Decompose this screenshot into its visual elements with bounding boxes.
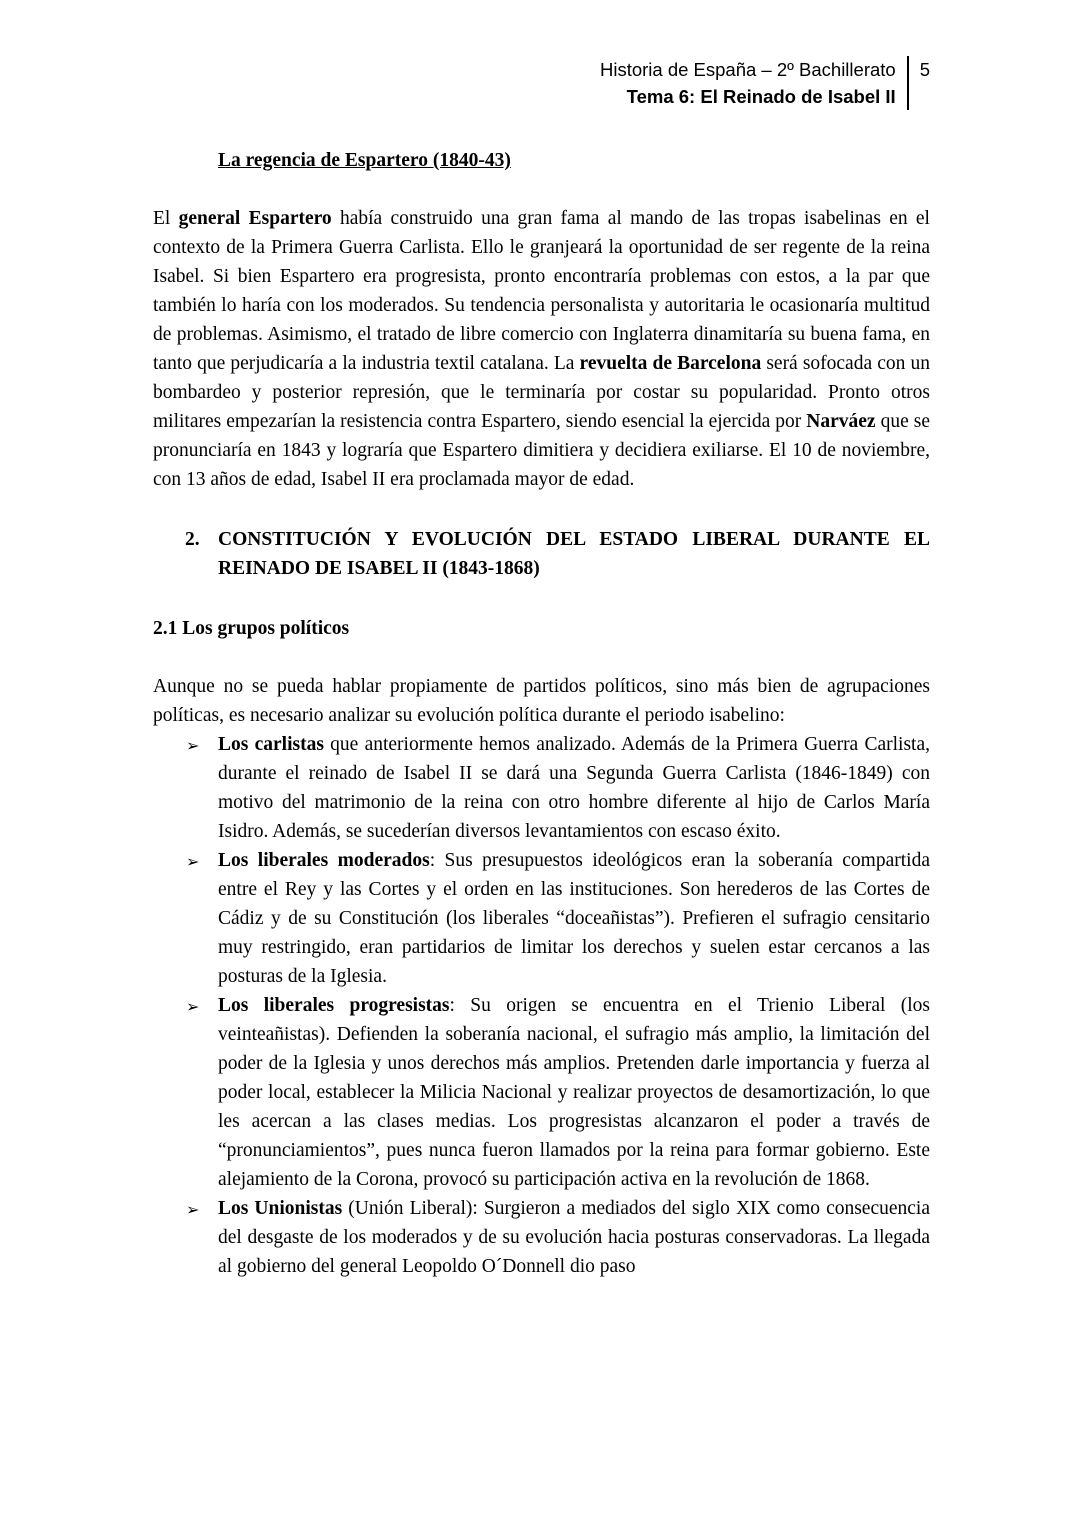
header-course: Historia de España – 2º Bachillerato xyxy=(599,59,896,80)
arrow-bullet-icon: ➢ xyxy=(186,997,200,1016)
list-item-moderados xyxy=(153,846,930,991)
section-title xyxy=(218,146,930,175)
bullet-text: Los liberales progresistas: Su origen se encuentra en el Trienio Liberal (los veinteañistas). Defienden la soberanía nacional, el sufragio más amplio, la limitación del poder de la Iglesia y unos derechos más amplios. Pretenden darle importancia y fuerza al poder local, establecer la Milicia Nacional y realizar proyectos de desamortización, lo que les acercan a las clases medias. Los progresistas alcanzaron el poder a través de “pronunciamientos”, pues nunca fueron llamados por la reina para formar gobierno. Este alejamiento de la Corona, provocó su participación activa en la revolución de 1868. xyxy=(218,995,931,1190)
political-groups-list xyxy=(153,730,930,1281)
paragraph-espartero: El general Espartero había construido una gran fama al mando de las tropas isabelinas en el contexto de la Primera Guerra Carlista. Ello le granjeará la oportunidad de ser regente de la reina Isabel. Si bien Espartero era progresista, pronto encontraría problemas con estos, a la par que también lo haría con los moderados. Su tendencia personalista y autoritaria le ocasionaría multitud de problemas. Asimismo, el tratado de libre comercio con Inglaterra dinamitaría su buena fama, en tanto que perjudicaría a la industria textil catalana. La revuelta de Barcelona será sofocada con un bombardeo y posterior represión, que le terminaría por costar su popularidad. Pronto otros militares empezarían la resistencia contra Espartero, siendo esencial la ejercida por Narváez que se pronunciaría en 1843 y lograría que Espartero dimitiera y decidiera exiliarse. El 10 de noviembre, con 13 años de edad, Isabel II era proclamada mayor de edad. xyxy=(153,208,930,490)
paragraph-groups-intro: Aunque no se pueda hablar propiamente de partidos políticos, sino más bien de agrupaciones políticas, es necesario analizar su evolución política durante el periodo isabelino: xyxy=(153,676,930,726)
arrow-bullet-icon: ➢ xyxy=(186,1200,200,1219)
header-divider xyxy=(907,56,909,110)
heading-number: 2. xyxy=(185,529,200,550)
list-item-carlistas xyxy=(153,730,930,846)
bullet-text: Los carlistas que anteriormente hemos analizado. Además de la Primera Guerra Carlista, durante el reinado de Isabel II se dará una Segunda Guerra Carlista (1846-1849) con motivo del matrimonio de la reina con otro hombre diferente al hijo de Carlos María Isidro. Además, se sucederían diversos levantamientos con escaso éxito. xyxy=(218,734,930,842)
bullet-text: Los liberales moderados: Sus presupuestos ideológicos eran la soberanía compartida entre el Rey y las Cortes y el orden en las instituciones. Son herederos de las Cortes de Cádiz y de su Constitución (los liberales “doceañistas”). Prefieren el sufragio censitario muy restringido, eran partidarios de limitar los derechos y suelen estar cercanos a las posturas de la Iglesia. xyxy=(218,850,930,987)
header-topic: Tema 6: El Reinado de Isabel II xyxy=(626,86,896,107)
section-heading-2 xyxy=(185,525,930,583)
heading-text: CONSTITUCIÓN Y EVOLUCIÓN DEL ESTADO LIBERAL DURANTE EL REINADO DE ISABEL II (1843-1868) xyxy=(218,529,930,579)
subsection-heading-2-1: 2.1 Los grupos políticos xyxy=(153,618,350,639)
arrow-bullet-icon: ➢ xyxy=(186,852,200,871)
list-item-unionistas xyxy=(153,1194,930,1281)
section-title-text: La regencia de Espartero (1840-43) xyxy=(218,150,511,171)
page-number: 5 xyxy=(919,59,930,80)
header-text xyxy=(600,56,896,110)
bullet-text: Los Unionistas (Unión Liberal): Surgieron a mediados del siglo XIX como consecuencia del desgaste de los moderados y de su evolución hacia posturas conservadoras. La llegada al gobierno del general Leopoldo O´Donnell dio paso xyxy=(218,1198,931,1277)
arrow-bullet-icon: ➢ xyxy=(186,736,200,755)
list-item-progresistas xyxy=(153,991,930,1194)
page-header xyxy=(153,56,930,110)
